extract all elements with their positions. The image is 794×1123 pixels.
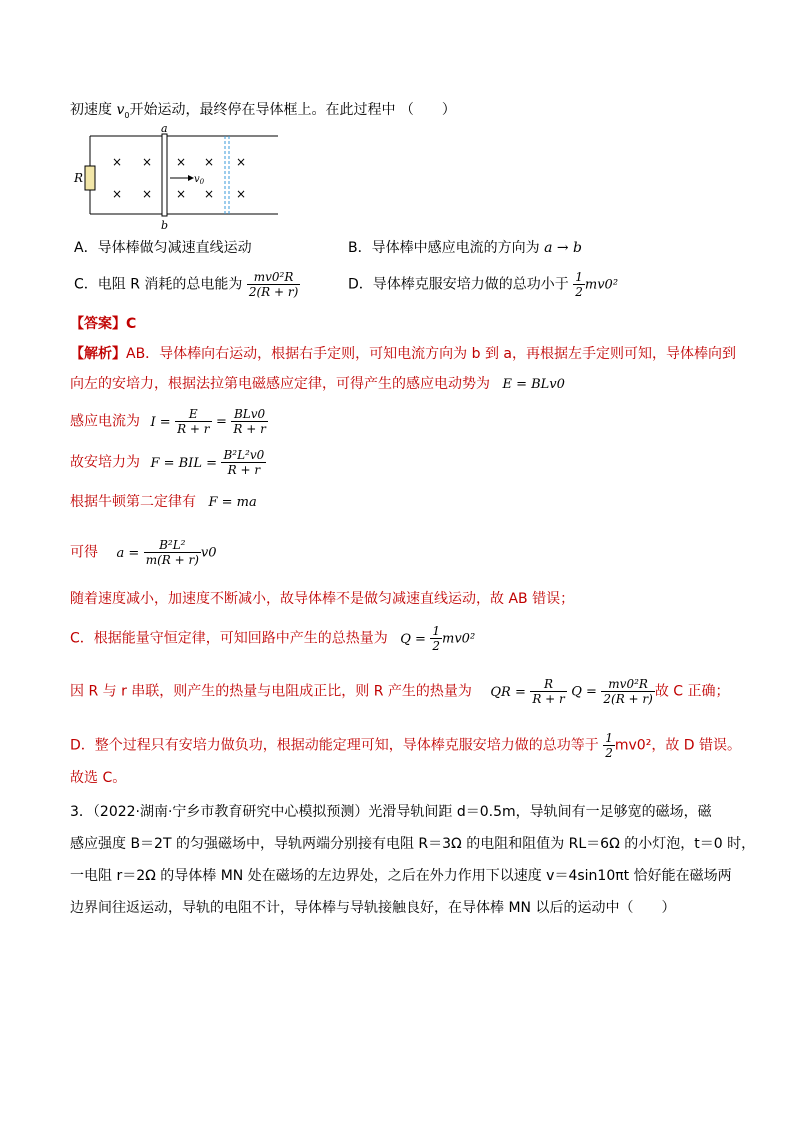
qr-frac-2: $\frac{\text{mv0²R}}{2(R + r)}$ bbox=[603, 677, 653, 706]
d-frac: $\frac{1}{2}$ bbox=[605, 731, 613, 760]
newton-line bbox=[70, 492, 257, 513]
d-line bbox=[70, 731, 741, 760]
c-energy-text: C．根据能量守恒定律，可知回路中产生的总热量为 bbox=[70, 630, 388, 647]
label-a: a bbox=[161, 124, 168, 135]
answer-label: 【答案】 bbox=[70, 316, 126, 332]
c-eq-frac: $\frac{1}{2}$ bbox=[432, 624, 441, 653]
q3-line2: 感应强度 B＝2T 的匀强磁场中，导轨两端分别接有电阻 R＝3Ω 的电阻和阻值为 RL＝6Ω 的小灯泡，t＝0 时， bbox=[70, 836, 756, 852]
option-d bbox=[348, 270, 618, 299]
intro-pre: 初速度 bbox=[70, 102, 117, 118]
c-energy-line bbox=[70, 624, 475, 653]
analysis-text-1: AB．导体棒向右运动，根据右手定则，可知电流方向为 b 到 a，再根据左手定则可知，导体棒向到 bbox=[126, 346, 736, 362]
q3-line1: 3．（2022·湖南·宁乡市教育研究中心模拟预测）光滑导轨间距 d＝0.5m，导轨间有一足够宽的磁场，磁 bbox=[70, 804, 712, 820]
acc-lhs: a = bbox=[116, 545, 140, 561]
circuit-diagram bbox=[70, 124, 280, 232]
svg-text:×: × bbox=[112, 187, 123, 201]
analysis-line2 bbox=[70, 374, 565, 395]
acc-line bbox=[70, 538, 217, 567]
option-d-tail: mv0² bbox=[584, 277, 619, 293]
force-lhs: F = BIL = bbox=[150, 455, 217, 471]
svg-text:×: × bbox=[176, 155, 187, 169]
final-choice: 故选 C。 bbox=[70, 770, 127, 786]
get-label: 可得 bbox=[70, 544, 98, 561]
qr-tail: 故 C 正确； bbox=[654, 683, 730, 700]
label-R: R bbox=[74, 171, 84, 185]
analysis-line1 bbox=[70, 344, 736, 364]
svg-text:×: × bbox=[142, 187, 153, 201]
option-c-text: C．电阻 R 消耗的总电能为 bbox=[74, 276, 243, 293]
rod-ab bbox=[162, 134, 167, 216]
d-tail: mv0²，故 D 错误。 bbox=[614, 737, 741, 754]
emf-equation: E = BLv0 bbox=[502, 377, 565, 392]
q3-line4: 边界间往返运动，导轨的电阻不计，导体棒与导轨接触良好，在导体棒 MN 以后的运动中（ ） bbox=[70, 900, 676, 916]
svg-text:×: × bbox=[236, 155, 247, 169]
force-label: 故安培力为 bbox=[70, 454, 140, 471]
option-c bbox=[74, 270, 300, 299]
newton-eq: F = ma bbox=[208, 495, 257, 510]
force-line bbox=[70, 448, 266, 477]
current-line bbox=[70, 407, 268, 436]
intro-line bbox=[70, 100, 456, 126]
intro-v0-sub: 0 bbox=[124, 110, 130, 120]
series-line bbox=[70, 677, 730, 706]
series-text: 因 R 与 r 串联，则产生的热量与电阻成正比，则 R 产生的热量为 bbox=[70, 683, 472, 700]
answer-line bbox=[70, 314, 136, 334]
current-frac-2: $\frac{\text{BLv0}}{R + r}$ bbox=[233, 407, 266, 436]
acc-tail: v0 bbox=[200, 545, 217, 561]
label-v0: $v_0$ bbox=[194, 174, 205, 186]
svg-text:×: × bbox=[142, 155, 153, 169]
intro-v0: v bbox=[116, 102, 125, 118]
qr-lhs: QR = bbox=[490, 684, 526, 700]
svg-text:×: × bbox=[236, 187, 247, 201]
acc-frac: $\frac{\text{B²L²}}{m(R + r)}$ bbox=[145, 538, 199, 567]
force-frac: $\frac{\text{B²L²v0}}{R + r}$ bbox=[223, 448, 265, 477]
analysis-label: 【解析】 bbox=[70, 346, 126, 362]
c-eq-tail: mv0² bbox=[442, 631, 476, 647]
qr-frac-1: $\frac{R}{R + r}$ bbox=[532, 677, 565, 706]
current-eq: = bbox=[216, 414, 227, 430]
option-b bbox=[348, 238, 582, 258]
d-text: D．整个过程只有安培力做负功，根据动能定理可知，导体棒克服安培力做的总功等于 bbox=[70, 737, 599, 754]
svg-text:×: × bbox=[176, 187, 187, 201]
svg-text:×: × bbox=[204, 155, 215, 169]
qr-mid: Q = bbox=[571, 684, 597, 700]
option-d-frac: $\frac{1}{2}$ bbox=[575, 270, 583, 299]
option-a: A．导体棒做匀减速直线运动 bbox=[74, 240, 252, 256]
c-eq-lhs: Q = bbox=[400, 631, 426, 647]
option-b-text: B．导体棒中感应电流的方向为 bbox=[348, 240, 540, 256]
newton-label: 根据牛顿第二定律有 bbox=[70, 494, 196, 510]
resistor-R bbox=[85, 166, 95, 190]
current-label: 感应电流为 bbox=[70, 413, 140, 430]
svg-text:×: × bbox=[204, 187, 215, 201]
answer-value: C bbox=[126, 316, 137, 332]
option-d-text: D．导体棒克服安培力做的总功小于 bbox=[348, 276, 569, 293]
current-frac-1: $\frac{E}{R + r}$ bbox=[177, 407, 210, 436]
svg-text:×: × bbox=[112, 155, 123, 169]
label-b: b bbox=[161, 219, 169, 232]
option-c-frac: $\frac{\text{mv0²R}}{2(R + r)}$ bbox=[248, 270, 299, 299]
q3-line3: 一电阻 r＝2Ω 的导体棒 MN 处在磁场的左边界处，之后在外力作用下以速度 v＝4sin10πt 恰好能在磁场两 bbox=[70, 868, 732, 884]
analysis-text-2: 向左的安培力，根据法拉第电磁感应定律，可得产生的感应电动势为 bbox=[70, 376, 490, 392]
current-lhs: I = bbox=[150, 414, 171, 430]
intro-post: 开始运动，最终停在导体框上。在此过程中 （ ） bbox=[129, 102, 456, 118]
decel-line: 随着速度减小，加速度不断减小，故导体棒不是做匀减速直线运动，故 AB 错误； bbox=[70, 591, 575, 607]
option-b-expr: a → b bbox=[544, 240, 583, 256]
